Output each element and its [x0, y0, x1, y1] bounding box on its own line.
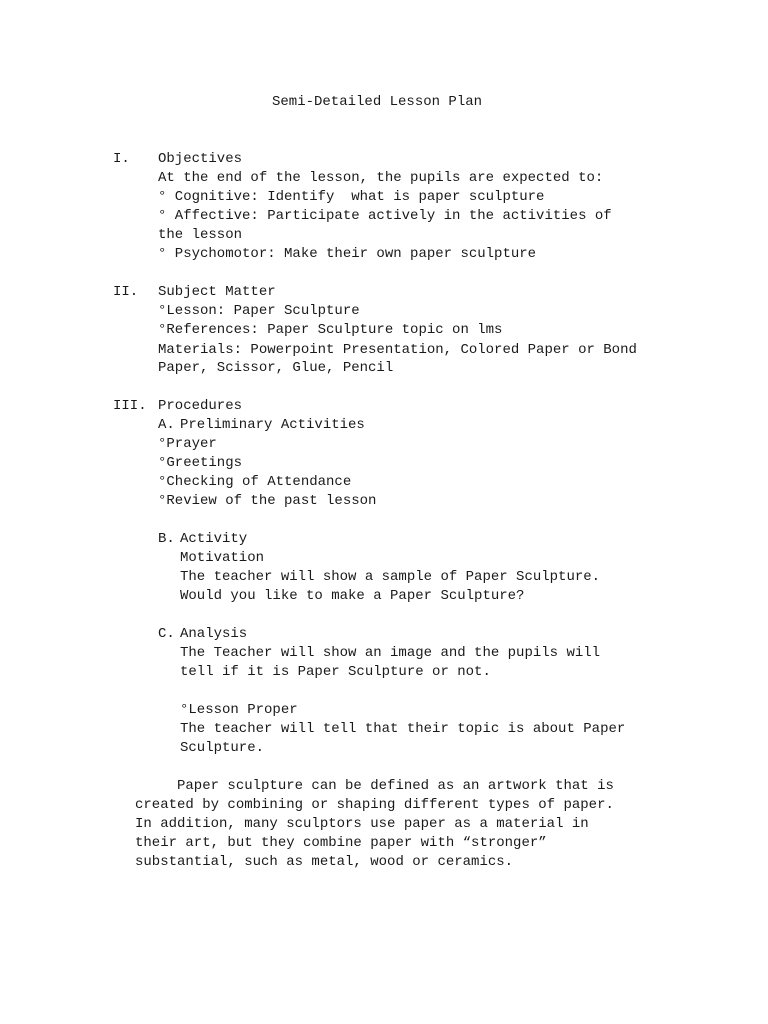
objectives-line: ° Psychomotor: Make their own paper sculpture: [158, 246, 537, 262]
section-heading-subject-matter: Subject Matter: [158, 284, 276, 300]
subsection-label-a: A.: [158, 417, 175, 433]
subject-matter-line: Materials: Powerpoint Presentation, Colored Paper or Bond: [158, 342, 637, 358]
subsection-title-preliminary: Preliminary Activities: [180, 417, 365, 433]
objectives-line: ° Cognitive: Identify what is paper sculpture: [158, 189, 545, 205]
analysis-line: tell if it is Paper Sculpture or not.: [180, 664, 491, 680]
section-heading-objectives: Objectives: [158, 151, 243, 167]
subject-matter-line: °Lesson: Paper Sculpture: [158, 303, 360, 319]
subsection-title-activity: Activity: [180, 531, 248, 547]
activity-line: The teacher will show a sample of Paper Sculpture.: [180, 569, 601, 585]
subject-matter-line: °References: Paper Sculpture topic on lms: [158, 322, 503, 338]
section-number-3: III.: [113, 398, 147, 414]
paragraph-line: created by combining or shaping different types of paper.: [135, 797, 614, 813]
preliminary-item: °Prayer: [158, 436, 217, 452]
paragraph-line: Paper sculpture can be defined as an artwork that is: [135, 778, 614, 794]
subsection-label-b: B.: [158, 531, 175, 547]
section-number-1: I.: [113, 151, 130, 167]
objectives-line: At the end of the lesson, the pupils are expected to:: [158, 170, 604, 186]
subsection-title-analysis: Analysis: [180, 626, 248, 642]
paragraph-line: substantial, such as metal, wood or ceramics.: [135, 854, 514, 870]
lesson-proper-line: Sculpture.: [180, 740, 265, 756]
preliminary-item: °Greetings: [158, 455, 243, 471]
activity-line: Motivation: [180, 550, 265, 566]
section-number-2: II.: [113, 284, 139, 300]
subject-matter-line: Paper, Scissor, Glue, Pencil: [158, 360, 394, 376]
objectives-line: the lesson: [158, 227, 243, 243]
objectives-line: ° Affective: Participate actively in the activities of: [158, 208, 612, 224]
lesson-proper-line: The teacher will tell that their topic is about Paper: [180, 721, 626, 737]
preliminary-item: °Checking of Attendance: [158, 474, 352, 490]
paragraph-line: their art, but they combine paper with “stronger”: [135, 835, 547, 851]
preliminary-item: °Review of the past lesson: [158, 493, 377, 509]
section-heading-procedures: Procedures: [158, 398, 243, 414]
subsection-label-c: C.: [158, 626, 175, 642]
paragraph-line: In addition, many sculptors use paper as a material in: [135, 816, 589, 832]
document-title: Semi-Detailed Lesson Plan: [272, 94, 483, 110]
analysis-line: The Teacher will show an image and the pupils will: [180, 645, 601, 661]
activity-line: Would you like to make a Paper Sculpture?: [180, 588, 525, 604]
lesson-proper-line: °Lesson Proper: [180, 702, 298, 718]
